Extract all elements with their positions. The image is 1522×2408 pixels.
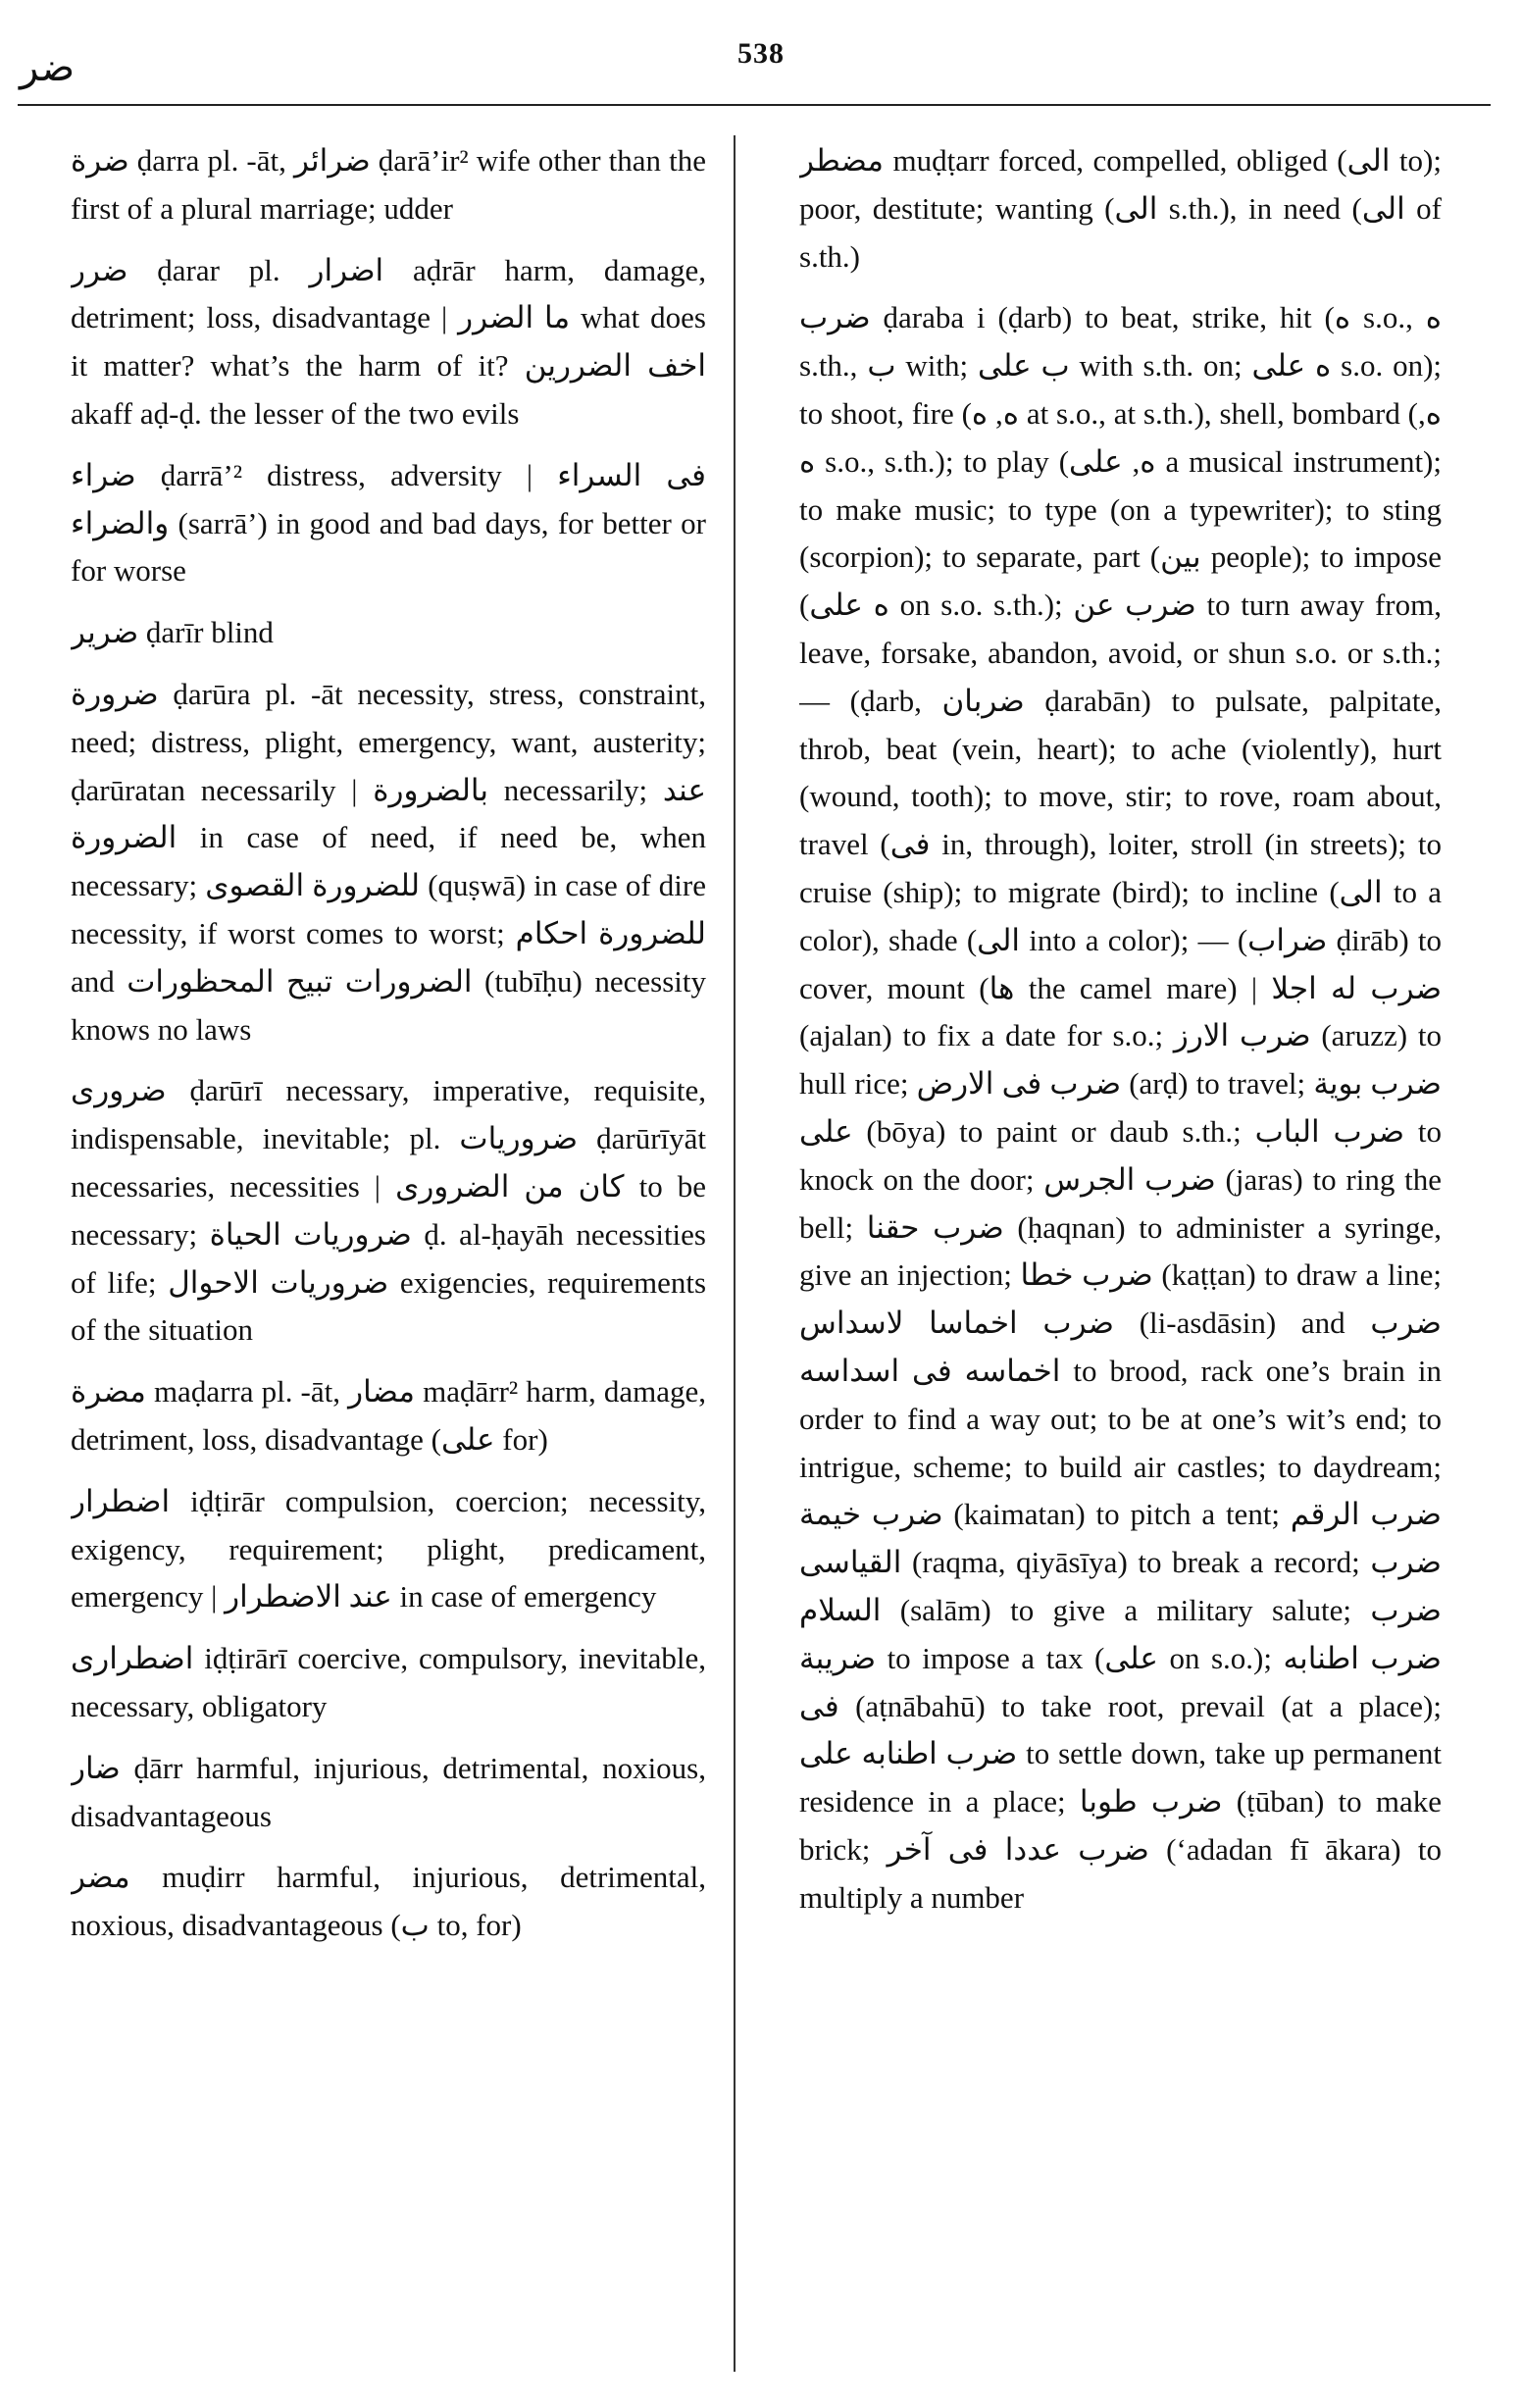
entry-mudtarr: مضطر muḍṭarr forced, compelled, obliged (الى to); poor, destitute; wanting (الى s.th.), in need (الى of s.th.) (799, 143, 1442, 274)
entry-idtirar: اضطرار iḍṭirār compulsion, coercion; necessity, exigency, requirement; plight, predicament, emergency | عند الاضطرار in case of emergency (71, 1483, 706, 1614)
entry-idtirari: اضطرارى iḍṭirārī coercive, compulsory, inevitable, necessary, obligatory (71, 1641, 706, 1723)
entry-darr: ضار ḍārr harmful, injurious, detrimental, noxious, disadvantageous (71, 1750, 706, 1833)
entry-darra: ضرة ḍarra pl. -āt, ضرائر ḍarā’ir² wife other than the first of a plural marriage; udder (71, 143, 706, 226)
column-divider (734, 135, 736, 2372)
header-rule (18, 104, 1491, 106)
left-column (71, 137, 706, 2383)
entry-darura: ضرورة ḍarūra pl. -āt necessity, stress, constraint, need; distress, plight, emergency, want, austerity; ḍarūratan necessarily | بالضرورة necessarily; عند الضرورة in case of need, if need be, when necessary; للضرورة القصوى (quṣwā) in case of dire necessity, if worst comes to worst; للضرورة احكام and الضرورات تبيح المحظورات (tubīḥu) necessity knows no laws (71, 676, 706, 1047)
entry-darir: ضرير ḍarīr blind (71, 615, 274, 650)
entry-mudirr: مضر muḍirr harmful, injurious, detrimental, noxious, disadvantageous (ب to, for) (71, 1860, 706, 1943)
entry-daruri: ضرورى ḍarūrī necessary, imperative, requisite, indispensable, inevitable; pl. ضروريات ḍarūrīyāt necessaries, necessities | كان من الضرورى to be necessary; ضروريات الحياة ḍ. al-ḥayāh necessities of life; ضروريات الاحوال exigencies, requirements of the situation (71, 1073, 706, 1348)
page-number: 538 (737, 37, 785, 70)
root-header: ضر (20, 45, 76, 90)
entry-madarra: مضرة maḍarra pl. -āt, مضار maḍārr² harm, damage, detriment, loss, disadvantage (على for) (71, 1374, 706, 1457)
entry-darar: ضرر ḍarar pl. اضرار aḍrār harm, damage, detriment; loss, disadvantage | ما الضرر what does it matter? what’s the harm of it? اخف الضررين akaff aḍ-ḍ. the lesser of the two evils (71, 252, 706, 431)
right-column (799, 137, 1442, 2383)
entry-darra2: ضراء ḍarrā’² distress, adversity | فى السراء والضراء (sarrā’) in good and bad days, for better or for worse (71, 457, 706, 589)
entry-daraba: ضرب ḍaraba i (ḍarb) to beat, strike, hit (ه s.o., ه s.th., ب with; ب على with s.th. on; ه على s.o. on); to shoot, fire (ه, ه at s.o., at s.th.), shell, bombard (ه, ه s.o., s.th.); to play (ه, على a musical instrument); to make music; to type (on a typewriter); to sting (scorpion); to separate, part (بين people); to impose (ه على on s.o. s.th.); ضرب عن to turn away from, leave, forsake, abandon, avoid, or shun s.o. or s.th.; — (ḍarb, ضربان ḍarabān) to pulsate, palpitate, throb, beat (vein, heart); to ache (violently), hurt (wound, tooth); to move, stir; to rove, roam about, travel (فى in, through), loiter, stroll (in streets); to cruise (ship); to migrate (bird); to incline (الى to a color), shade (الى into a color); — (ضراب ḍirāb) to cover, mount (ها the camel mare) | ضرب له اجلا (ajalan) to fix a date for s.o.; ضرب الارز (aruzz) to hull rice; ضرب فى الارض (arḍ) to travel; ضرب بوية على (bōya) to paint or daub s.th.; ضرب الباب to knock on the door; ضرب الجرس (jaras) to ring the bell; ضرب حقنا (ḥaqnan) to administer a syringe, give an injection; ضرب خطا (kaṭṭan) to draw a line; ضرب اخماسا لاسداس (li-asdāsin) and ضرب اخماسه فى اسداسه to brood, rack one’s brain in order to find a way out; to be at one’s wit’s end; to intrigue, scheme; to build air castles; to daydream; ضرب خيمة (kaimatan) to pitch a tent; ضرب الرقم القياسى (raqma, qiyāsīya) to break a record; ضرب السلام (salām) to give a military salute; ضرب ضريبة to impose a tax (على on s.o.); ضرب اطنابه فى (aṭnābahū) to take root, prevail (at a place); ضرب اطنابه على to settle down, take up permanent residence in a place; ضرب طوبا (ṭūban) to make brick; ضرب عددا فى آخر (‘adadan fī ākara) to multiply a number (799, 300, 1442, 1915)
